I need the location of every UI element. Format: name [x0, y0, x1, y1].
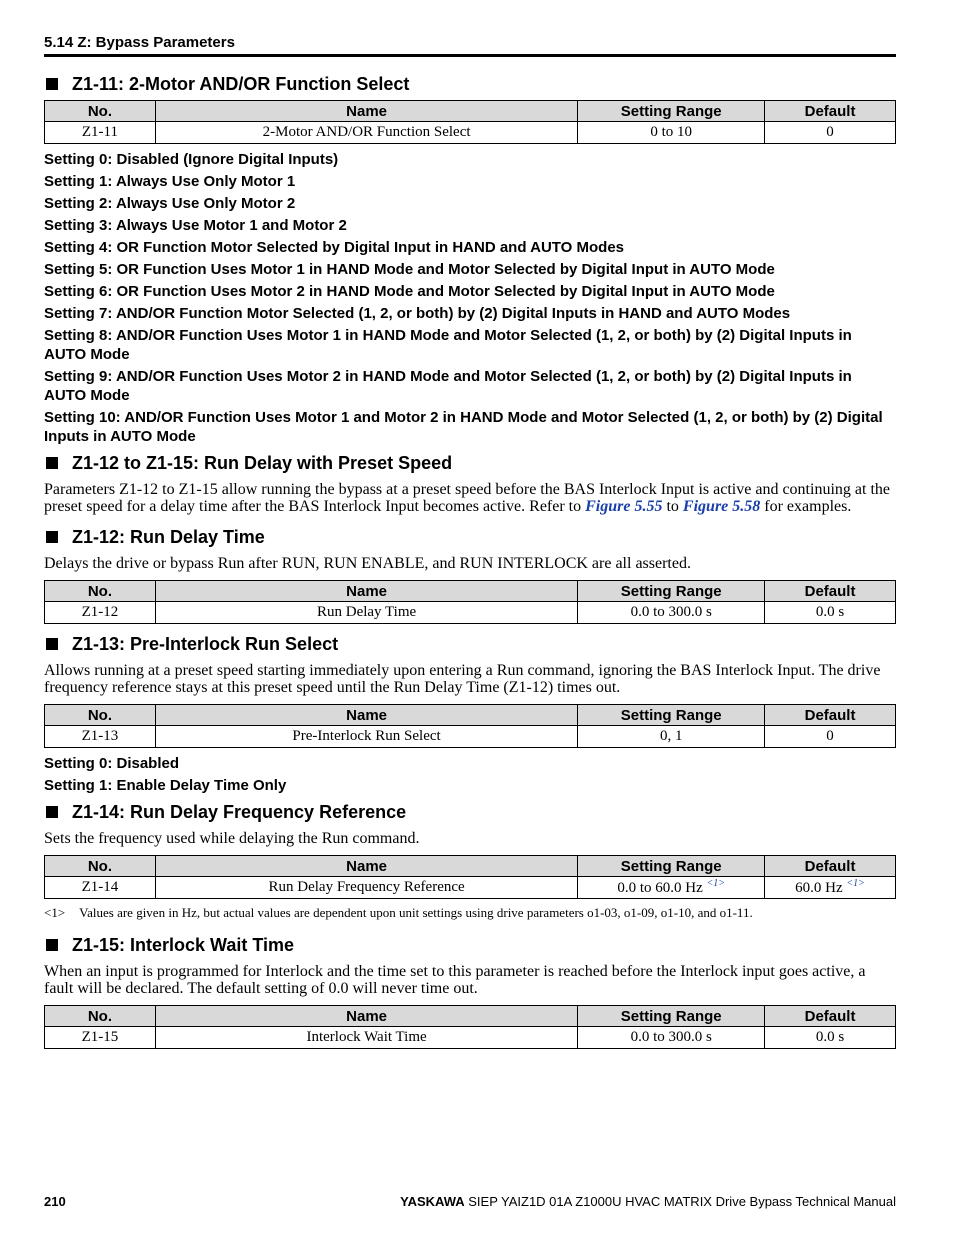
- cell-name: Run Delay Time: [155, 602, 577, 624]
- paragraph-text: to: [662, 498, 683, 515]
- col-name: Name: [155, 705, 577, 726]
- setting-0: Setting 0: Disabled (Ignore Digital Inputs): [44, 151, 339, 168]
- cell-name: Pre-Interlock Run Select: [155, 726, 577, 748]
- cell-name: 2-Motor AND/OR Function Select: [155, 122, 577, 144]
- note-link[interactable]: <1>: [846, 878, 865, 889]
- square-bullet-icon: [46, 457, 58, 469]
- heading-text: Z1-12 to Z1-15: Run Delay with Preset Speed: [72, 452, 453, 473]
- heading-text: Z1-15: Interlock Wait Time: [72, 934, 295, 955]
- cell-default: 0.0 s: [765, 1027, 896, 1049]
- cell-default: 0.0 s: [765, 602, 896, 624]
- cell-range: 0 to 10: [578, 122, 765, 144]
- paragraph-z1-14: Sets the frequency used while delaying the Run command.: [44, 830, 420, 847]
- setting-9: Setting 9: AND/OR Function Uses Motor 2 in HAND Mode and Motor Selected (1, 2, or both) by (2) Digital Inputs in AUTO Mode: [44, 368, 852, 404]
- paragraph-text: for examples.: [760, 498, 852, 515]
- footnote-mark: <1>: [44, 905, 66, 920]
- table-header-row: [45, 101, 896, 122]
- cell-default: 0: [765, 122, 896, 144]
- col-name: Name: [155, 856, 577, 877]
- heading-text: Z1-14: Run Delay Frequency Reference: [72, 801, 407, 822]
- col-default: Default: [765, 856, 896, 877]
- col-range: Setting Range: [578, 705, 765, 726]
- heading-text: Z1-12: Run Delay Time: [72, 526, 265, 547]
- heading-text: Z1-13: Pre-Interlock Run Select: [72, 633, 339, 654]
- manual-title: SIEP YAIZ1D 01A Z1000U HVAC MATRIX Drive Bypass Technical Manual: [464, 1194, 896, 1209]
- col-default: Default: [765, 101, 896, 122]
- table-row: [45, 726, 896, 748]
- paragraph-z1-12: Delays the drive or bypass Run after RUN, RUN ENABLE, and RUN INTERLOCK are all asserted.: [44, 555, 691, 572]
- setting-10: Setting 10: AND/OR Function Uses Motor 1 and Motor 2 in HAND Mode and Motor Selected (1, 2, or both) by (2) Digital Inputs in AUTO Mode: [44, 409, 883, 445]
- cell-no: Z1-11: [45, 122, 156, 144]
- note-link[interactable]: <1>: [706, 878, 726, 889]
- col-no: No.: [45, 856, 156, 877]
- param-table-z1-13: [44, 704, 896, 748]
- table-header-row: [45, 856, 896, 877]
- heading-z1-12: [44, 523, 896, 551]
- paragraph-run-delay: [44, 481, 896, 515]
- brand-name: YASKAWA: [400, 1194, 465, 1209]
- table-header-row: [45, 705, 896, 726]
- col-default: Default: [765, 705, 896, 726]
- cell-range: 0, 1: [578, 726, 765, 748]
- param-table-z1-14: [44, 855, 896, 899]
- param-table-z1-15: [44, 1005, 896, 1049]
- heading-text: Z1-11: 2-Motor AND/OR Function Select: [72, 73, 410, 94]
- col-range: Setting Range: [578, 101, 765, 122]
- paragraph-text: Parameters Z1-12 to Z1-15 allow running the bypass at a preset speed before the BAS Interlock Input is active and continuing at the preset speed for a delay time after the BAS Interlock Input becomes active. Refer to: [44, 481, 890, 515]
- setting-4: Setting 4: OR Function Motor Selected by Digital Input in HAND and AUTO Modes: [44, 239, 625, 256]
- setting-3: Setting 3: Always Use Motor 1 and Motor 2: [44, 217, 347, 234]
- page-number: 210: [44, 1194, 66, 1209]
- setting-1: Setting 1: Enable Delay Time Only: [44, 777, 287, 794]
- col-no: No.: [45, 581, 156, 602]
- figure-link-5-55[interactable]: Figure 5.55: [585, 498, 663, 515]
- col-range: Setting Range: [578, 581, 765, 602]
- footnote-text: Values are given in Hz, but actual values are dependent upon unit settings using drive parameters o1-03, o1-09, o1-10, and o1-11.: [79, 905, 753, 920]
- cell-range: 0.0 to 300.0 s: [578, 602, 765, 624]
- cell-name: Run Delay Frequency Reference: [155, 877, 577, 899]
- heading-z1-14: [44, 798, 896, 826]
- param-table-z1-12: [44, 580, 896, 624]
- setting-5: Setting 5: OR Function Uses Motor 1 in HAND Mode and Motor Selected by Digital Input in AUTO Mode: [44, 261, 775, 278]
- paragraph-z1-13: Allows running at a preset speed starting immediately upon entering a Run command, ignoring the BAS Interlock Input. The drive frequency reference stays at this preset speed until the Run Delay Time (Z1-12) times out.: [44, 662, 881, 696]
- col-range: Setting Range: [578, 856, 765, 877]
- footer-manual-title: [400, 1194, 896, 1209]
- col-no: No.: [45, 705, 156, 726]
- cell-range: 0.0 to 300.0 s: [578, 1027, 765, 1049]
- square-bullet-icon: [46, 806, 58, 818]
- cell-no: Z1-14: [45, 877, 156, 899]
- square-bullet-icon: [46, 939, 58, 951]
- table-row: [45, 1027, 896, 1049]
- heading-z1-12-to-15: [44, 449, 896, 477]
- col-range: Setting Range: [578, 1006, 765, 1027]
- heading-z1-15: [44, 931, 896, 959]
- running-header: 5.14 Z: Bypass Parameters: [44, 34, 896, 57]
- cell-name: Interlock Wait Time: [155, 1027, 577, 1049]
- table-header-row: [45, 1006, 896, 1027]
- col-no: No.: [45, 101, 156, 122]
- setting-0: Setting 0: Disabled: [44, 755, 180, 772]
- square-bullet-icon: [46, 78, 58, 90]
- setting-1: Setting 1: Always Use Only Motor 1: [44, 173, 296, 190]
- col-name: Name: [155, 581, 577, 602]
- default-value: 60.0 Hz: [795, 880, 843, 896]
- cell-default: 0: [765, 726, 896, 748]
- setting-2: Setting 2: Always Use Only Motor 2: [44, 195, 296, 212]
- cell-no: Z1-13: [45, 726, 156, 748]
- col-default: Default: [765, 1006, 896, 1027]
- square-bullet-icon: [46, 531, 58, 543]
- settings-list-z1-11: [44, 150, 896, 446]
- heading-z1-13: [44, 630, 896, 658]
- cell-range: [578, 877, 765, 899]
- square-bullet-icon: [46, 638, 58, 650]
- cell-no: Z1-12: [45, 602, 156, 624]
- paragraph-z1-15: When an input is programmed for Interlock and the time set to this parameter is reached before the Interlock input goes active, a fault will be declared. The default setting of 0.0 will never time out.: [44, 963, 866, 997]
- table-row: [45, 877, 896, 899]
- heading-z1-11: [44, 70, 896, 98]
- table-row: [45, 122, 896, 144]
- cell-no: Z1-15: [45, 1027, 156, 1049]
- cell-default: [765, 877, 896, 899]
- col-no: No.: [45, 1006, 156, 1027]
- col-default: Default: [765, 581, 896, 602]
- footnote: [44, 905, 896, 921]
- range-value: 0.0 to 60.0 Hz: [617, 880, 703, 896]
- page-content: [44, 70, 896, 1055]
- table-row: [45, 602, 896, 624]
- col-name: Name: [155, 1006, 577, 1027]
- col-name: Name: [155, 101, 577, 122]
- setting-6: Setting 6: OR Function Uses Motor 2 in HAND Mode and Motor Selected by Digital Input in AUTO Mode: [44, 283, 775, 300]
- param-table-z1-11: [44, 100, 896, 144]
- setting-7: Setting 7: AND/OR Function Motor Selected (1, 2, or both) by (2) Digital Inputs in HAND and AUTO Modes: [44, 305, 791, 322]
- figure-link-5-58[interactable]: Figure 5.58: [682, 498, 761, 515]
- setting-8: Setting 8: AND/OR Function Uses Motor 1 in HAND Mode and Motor Selected (1, 2, or both) by (2) Digital Inputs in AUTO Mode: [44, 327, 852, 363]
- table-header-row: [45, 581, 896, 602]
